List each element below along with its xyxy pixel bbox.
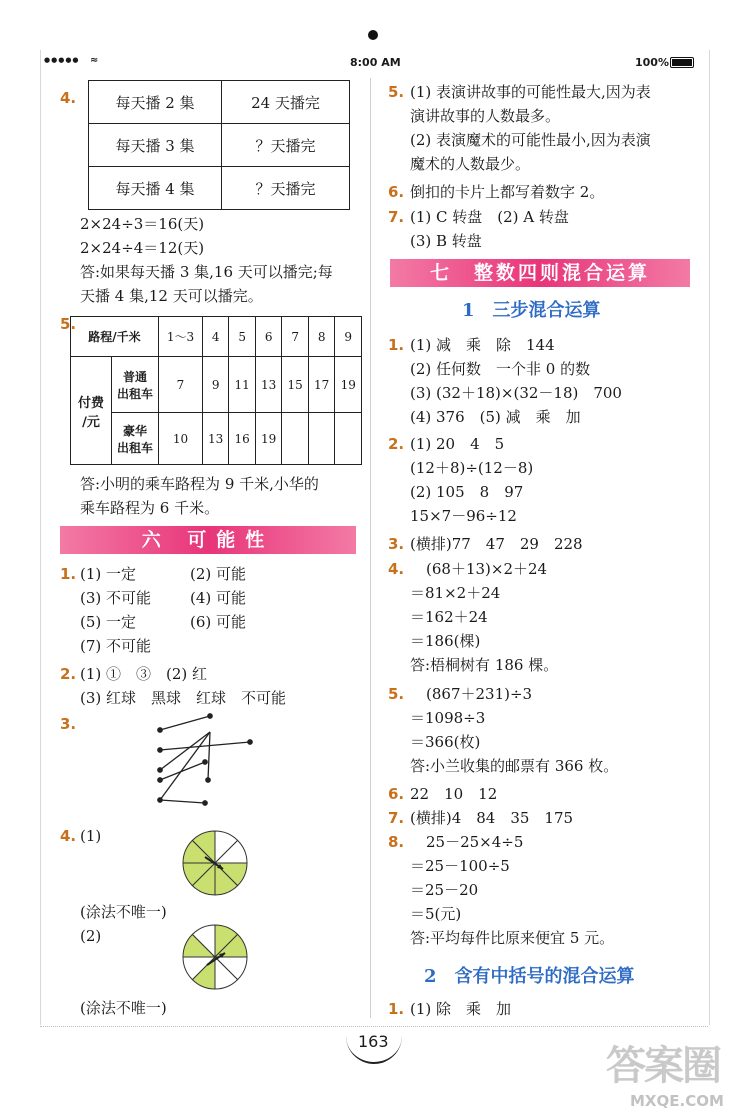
text-line: ＝25－100÷5 — [410, 857, 510, 875]
text-line: (4) 376 (5) 减 乘 加 — [410, 408, 581, 426]
fee-label-line: /元 — [82, 414, 100, 430]
text-line: (2) 任何数 一个非 0 的数 — [410, 360, 591, 378]
chapter-7-banner: 七 整数四则混合运算 — [390, 259, 690, 287]
s1-q6-answer: 22 10 12 — [410, 785, 498, 803]
battery-percent: 100% — [635, 56, 669, 69]
s1-q2-number: 2. — [388, 435, 405, 453]
table-header: 4 — [202, 317, 229, 357]
table-row — [89, 167, 350, 210]
text-line: ＝366(枚) — [410, 733, 481, 751]
table-cell: 19 — [335, 357, 362, 413]
taxi-fare-table — [70, 316, 362, 465]
table-cell: 11 — [229, 357, 256, 413]
s1-q2-answer — [410, 432, 533, 528]
q4-solution — [80, 212, 333, 308]
status-time: 8:00 AM — [350, 56, 401, 69]
text-line: (3) B 转盘 — [410, 232, 482, 250]
q4-number: 4. — [60, 89, 77, 107]
s1-q5-number: 5. — [388, 685, 405, 703]
text-line: ＝162＋24 — [410, 608, 488, 626]
table-cell — [282, 413, 309, 465]
c6-q2-answers — [80, 662, 286, 710]
row-label — [112, 413, 159, 465]
c6-q4-note1: (涂法不唯一) — [80, 903, 167, 921]
q5-number: 5. — [60, 315, 77, 333]
table-row — [89, 81, 350, 124]
c6-q1-number: 1. — [60, 565, 77, 583]
table-row — [71, 317, 362, 357]
text-line: (12＋8)÷(12－8) — [410, 459, 534, 477]
c6-q4-number: 4. — [60, 827, 77, 845]
s1-q3-number: 3. — [388, 535, 405, 553]
text-line: 演讲故事的人数最多。 — [410, 107, 561, 125]
row-label-line: 普通 — [122, 369, 147, 384]
c6-q1-answers — [80, 562, 246, 658]
table-cell: 10 — [159, 413, 203, 465]
row-label-line: 出租车 — [116, 440, 153, 455]
spinner-1 — [180, 828, 250, 898]
text-line: 乘车路程为 6 千米。 — [80, 499, 220, 517]
text-line: (867＋231)÷3 — [426, 685, 533, 703]
text-line: ＝25－20 — [410, 881, 479, 899]
text-line: 答:梧桐树有 186 棵。 — [410, 656, 559, 674]
table-cell: 17 — [308, 357, 335, 413]
text-line: 2×24÷4＝12(天) — [80, 239, 205, 257]
row-label-line: 豪华 — [122, 423, 147, 438]
chapter-6-banner: 六 可能性 — [60, 526, 356, 554]
s1-q8-answer — [410, 830, 614, 950]
text-line: 魔术的人数最少。 — [410, 155, 531, 173]
camera-dot — [368, 30, 378, 40]
r-q6-number: 6. — [388, 183, 405, 201]
section-title: 含有中括号的混合运算 — [454, 966, 635, 987]
c6-q4-note2: (涂法不唯一) — [80, 999, 167, 1017]
line-matching-diagram — [150, 710, 260, 810]
section-1-heading — [462, 296, 601, 322]
text-line: 天播 4 集,12 天可以播完。 — [80, 287, 263, 305]
text-line: (1) 减 乘 除 144 — [410, 336, 555, 354]
table-header: 8 — [308, 317, 335, 357]
table-cell: 13 — [255, 357, 282, 413]
table-cell: 每天播 2 集 — [89, 81, 222, 124]
table-cell: ？天播完 — [222, 124, 350, 167]
text-line: ＝1098÷3 — [410, 709, 486, 727]
section-number: 1 — [462, 300, 475, 321]
s1-q5-answer — [410, 682, 618, 778]
table-header: 5 — [229, 317, 256, 357]
text-line: 答:小兰收集的邮票有 366 枚。 — [410, 757, 619, 775]
table-cell: 每天播 4 集 — [89, 167, 222, 210]
q5-answer — [80, 472, 319, 520]
s1-q6-number: 6. — [388, 785, 405, 803]
s1-q4-number: 4. — [388, 560, 405, 578]
text-line: (1) 表演讲故事的可能性最大,因为表 — [410, 83, 651, 101]
r-q5-answer — [410, 80, 651, 176]
c6-q4-part1-label: (1) — [80, 827, 102, 845]
s2-q1-answer: (1) 除 乘 加 — [410, 1000, 512, 1018]
r-q5-number: 5. — [388, 83, 405, 101]
page-number: 163 — [358, 1032, 389, 1051]
text-line: ＝5(元) — [410, 905, 462, 923]
r-q7-answer — [410, 205, 569, 253]
section-2-heading — [424, 962, 635, 988]
text-line: (2) 表演魔术的可能性最小,因为表演 — [410, 131, 651, 149]
text-line: (1) ① ③ (2) 红 — [80, 665, 208, 683]
table-cell: 每天播 3 集 — [89, 124, 222, 167]
c6-q2-number: 2. — [60, 665, 77, 683]
table-cell: ？天播完 — [222, 167, 350, 210]
answer-item: (5) 一定 — [80, 613, 137, 631]
text-line: 2×24÷3＝16(天) — [80, 215, 205, 233]
text-line: (68＋13)×2＋24 — [426, 560, 548, 578]
text-line: ＝186(棵) — [410, 632, 481, 650]
s1-q7-answer: (横排)4 84 35 175 — [410, 809, 574, 827]
text-line: (1) C 转盘 (2) A 转盘 — [410, 208, 569, 226]
table-header: 路程/千米 — [71, 317, 159, 357]
s2-q1-number: 1. — [388, 1000, 405, 1018]
section-number: 2 — [424, 966, 437, 987]
table-header: 9 — [335, 317, 362, 357]
watermark-logo: 答案圈 — [606, 1043, 720, 1089]
answer-item: (2) 可能 — [190, 565, 247, 583]
broadcast-table — [88, 80, 350, 210]
answer-item: (3) 不可能 — [80, 589, 152, 607]
c6-q4-part2-label: (2) — [80, 927, 102, 945]
c6-q3-number: 3. — [60, 715, 77, 733]
table-row — [71, 413, 362, 465]
row-label-line: 出租车 — [116, 386, 153, 401]
table-cell: 9 — [202, 357, 229, 413]
r-q6-answer: 倒扣的卡片上都写着数字 2。 — [410, 183, 605, 201]
battery-icon — [670, 57, 694, 68]
s1-q1-number: 1. — [388, 336, 405, 354]
spinner-2 — [180, 922, 250, 992]
signal-dots: ●●●●● — [44, 56, 80, 64]
wifi-icon: ≈ — [90, 55, 99, 66]
r-q7-number: 7. — [388, 208, 405, 226]
table-cell: 16 — [229, 413, 256, 465]
watermark-url: MXQE.COM — [630, 1092, 724, 1110]
table-cell: 7 — [159, 357, 203, 413]
fee-label — [71, 357, 112, 465]
table-header: 6 — [255, 317, 282, 357]
table-cell: 13 — [202, 413, 229, 465]
table-header: 7 — [282, 317, 309, 357]
answer-item: (6) 可能 — [190, 613, 247, 631]
s1-q8-number: 8. — [388, 833, 405, 851]
s1-q1-answer — [410, 333, 622, 429]
table-cell — [335, 413, 362, 465]
text-line: (3) (32＋18)×(32－18) 700 — [410, 384, 622, 402]
s1-q4-answer — [410, 557, 558, 677]
text-line: (2) 105 8 97 — [410, 483, 524, 501]
table-cell — [308, 413, 335, 465]
text-line: 15×7－96÷12 — [410, 507, 517, 525]
answer-item: (4) 可能 — [190, 589, 247, 607]
table-header: 1～3 — [159, 317, 203, 357]
text-line: 答:小明的乘车路程为 9 千米,小华的 — [80, 475, 319, 493]
text-line: (1) 20 4 5 — [410, 435, 505, 453]
column-divider — [370, 78, 371, 1018]
table-row — [71, 357, 362, 413]
row-label — [112, 357, 159, 413]
status-bar — [40, 52, 708, 74]
table-row — [89, 124, 350, 167]
table-cell: 15 — [282, 357, 309, 413]
table-cell: 24 天播完 — [222, 81, 350, 124]
text-line: (3) 红球 黑球 红球 不可能 — [80, 689, 287, 707]
section-title: 三步混合运算 — [492, 300, 601, 321]
fee-label-line: 付费 — [77, 395, 104, 411]
text-line: 答:平均每件比原来便宜 5 元。 — [410, 929, 615, 947]
text-line: ＝81×2＋24 — [410, 584, 501, 602]
answer-item: (1) 一定 — [80, 565, 137, 583]
s1-q7-number: 7. — [388, 809, 405, 827]
table-cell: 19 — [255, 413, 282, 465]
text-line: 答:如果每天播 3 集,16 天可以播完;每 — [80, 263, 333, 281]
text-line: 25－25×4÷5 — [426, 833, 524, 851]
answer-item: (7) 不可能 — [80, 637, 152, 655]
s1-q3-answer: (横排)77 47 29 228 — [410, 535, 583, 553]
